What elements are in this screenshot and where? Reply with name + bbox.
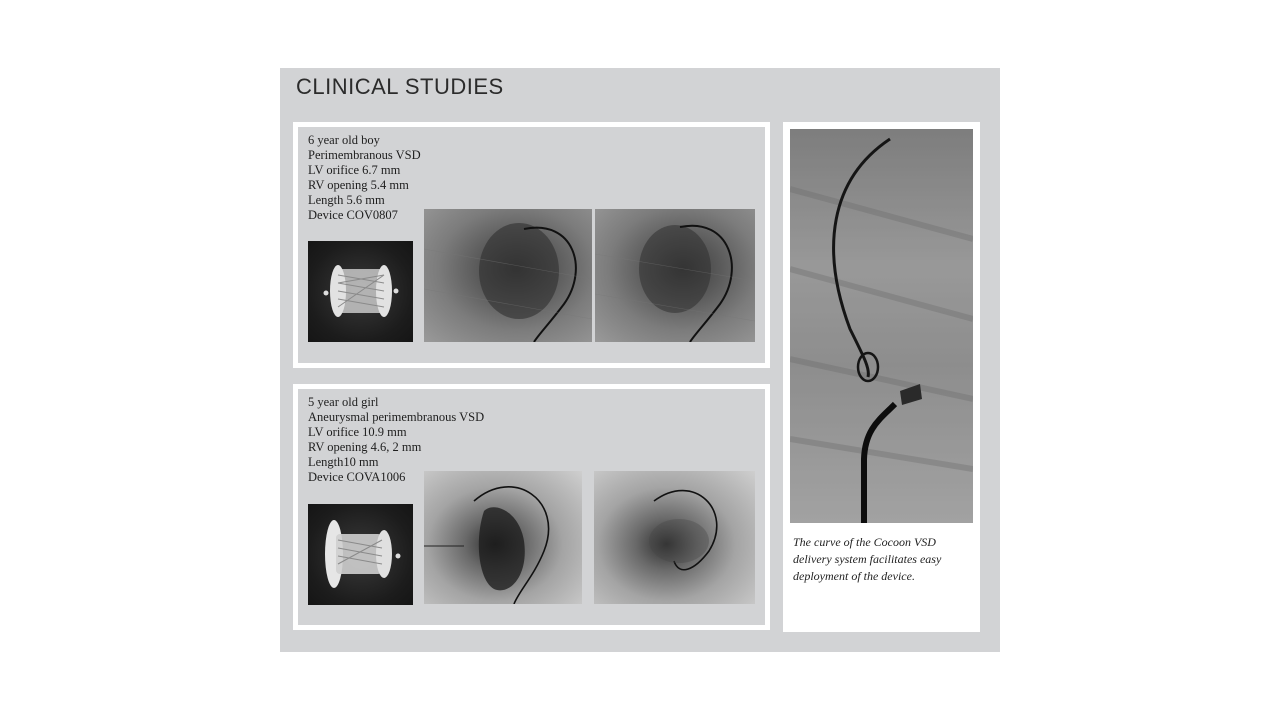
delivery-system-panel xyxy=(783,122,980,632)
page-title: CLINICAL STUDIES xyxy=(296,74,504,99)
case-2-angiogram-a xyxy=(424,471,582,604)
case-1-details xyxy=(308,133,421,223)
case-1-angiogram-a xyxy=(424,209,592,342)
case-2-length: Length10 mm xyxy=(308,455,379,469)
case-1-patient: 6 year old boy xyxy=(308,133,380,147)
case-1-device-photo xyxy=(308,241,413,342)
case-card-1 xyxy=(293,122,770,368)
case-2-lv-orifice: LV orifice 10.9 mm xyxy=(308,425,407,439)
case-1-length: Length 5.6 mm xyxy=(308,193,385,207)
case-2-diagnosis: Aneurysmal perimembranous VSD xyxy=(308,410,485,424)
clinical-studies-sheet xyxy=(280,68,1000,652)
case-2-patient: 5 year old girl xyxy=(308,395,379,409)
case-1-rv-opening: RV opening 5.4 mm xyxy=(308,178,409,192)
case-1-lv-orifice: LV orifice 6.7 mm xyxy=(308,163,401,177)
case-2-device: Device COVA1006 xyxy=(308,470,406,484)
case-2-device-photo xyxy=(308,504,413,605)
case-1-device: Device COV0807 xyxy=(308,208,398,222)
case-1-angiogram-b xyxy=(595,209,755,342)
case-1-diagnosis: Perimembranous VSD xyxy=(308,148,421,162)
case-2-angiogram-b xyxy=(594,471,755,604)
delivery-system-caption: The curve of the Cocoon VSD delivery system facilitates easy deployment of the device. xyxy=(793,535,942,583)
case-2-rv-opening: RV opening 4.6, 2 mm xyxy=(308,440,422,454)
case-card-2 xyxy=(293,384,770,630)
delivery-system-fluoroscopy xyxy=(790,129,973,523)
